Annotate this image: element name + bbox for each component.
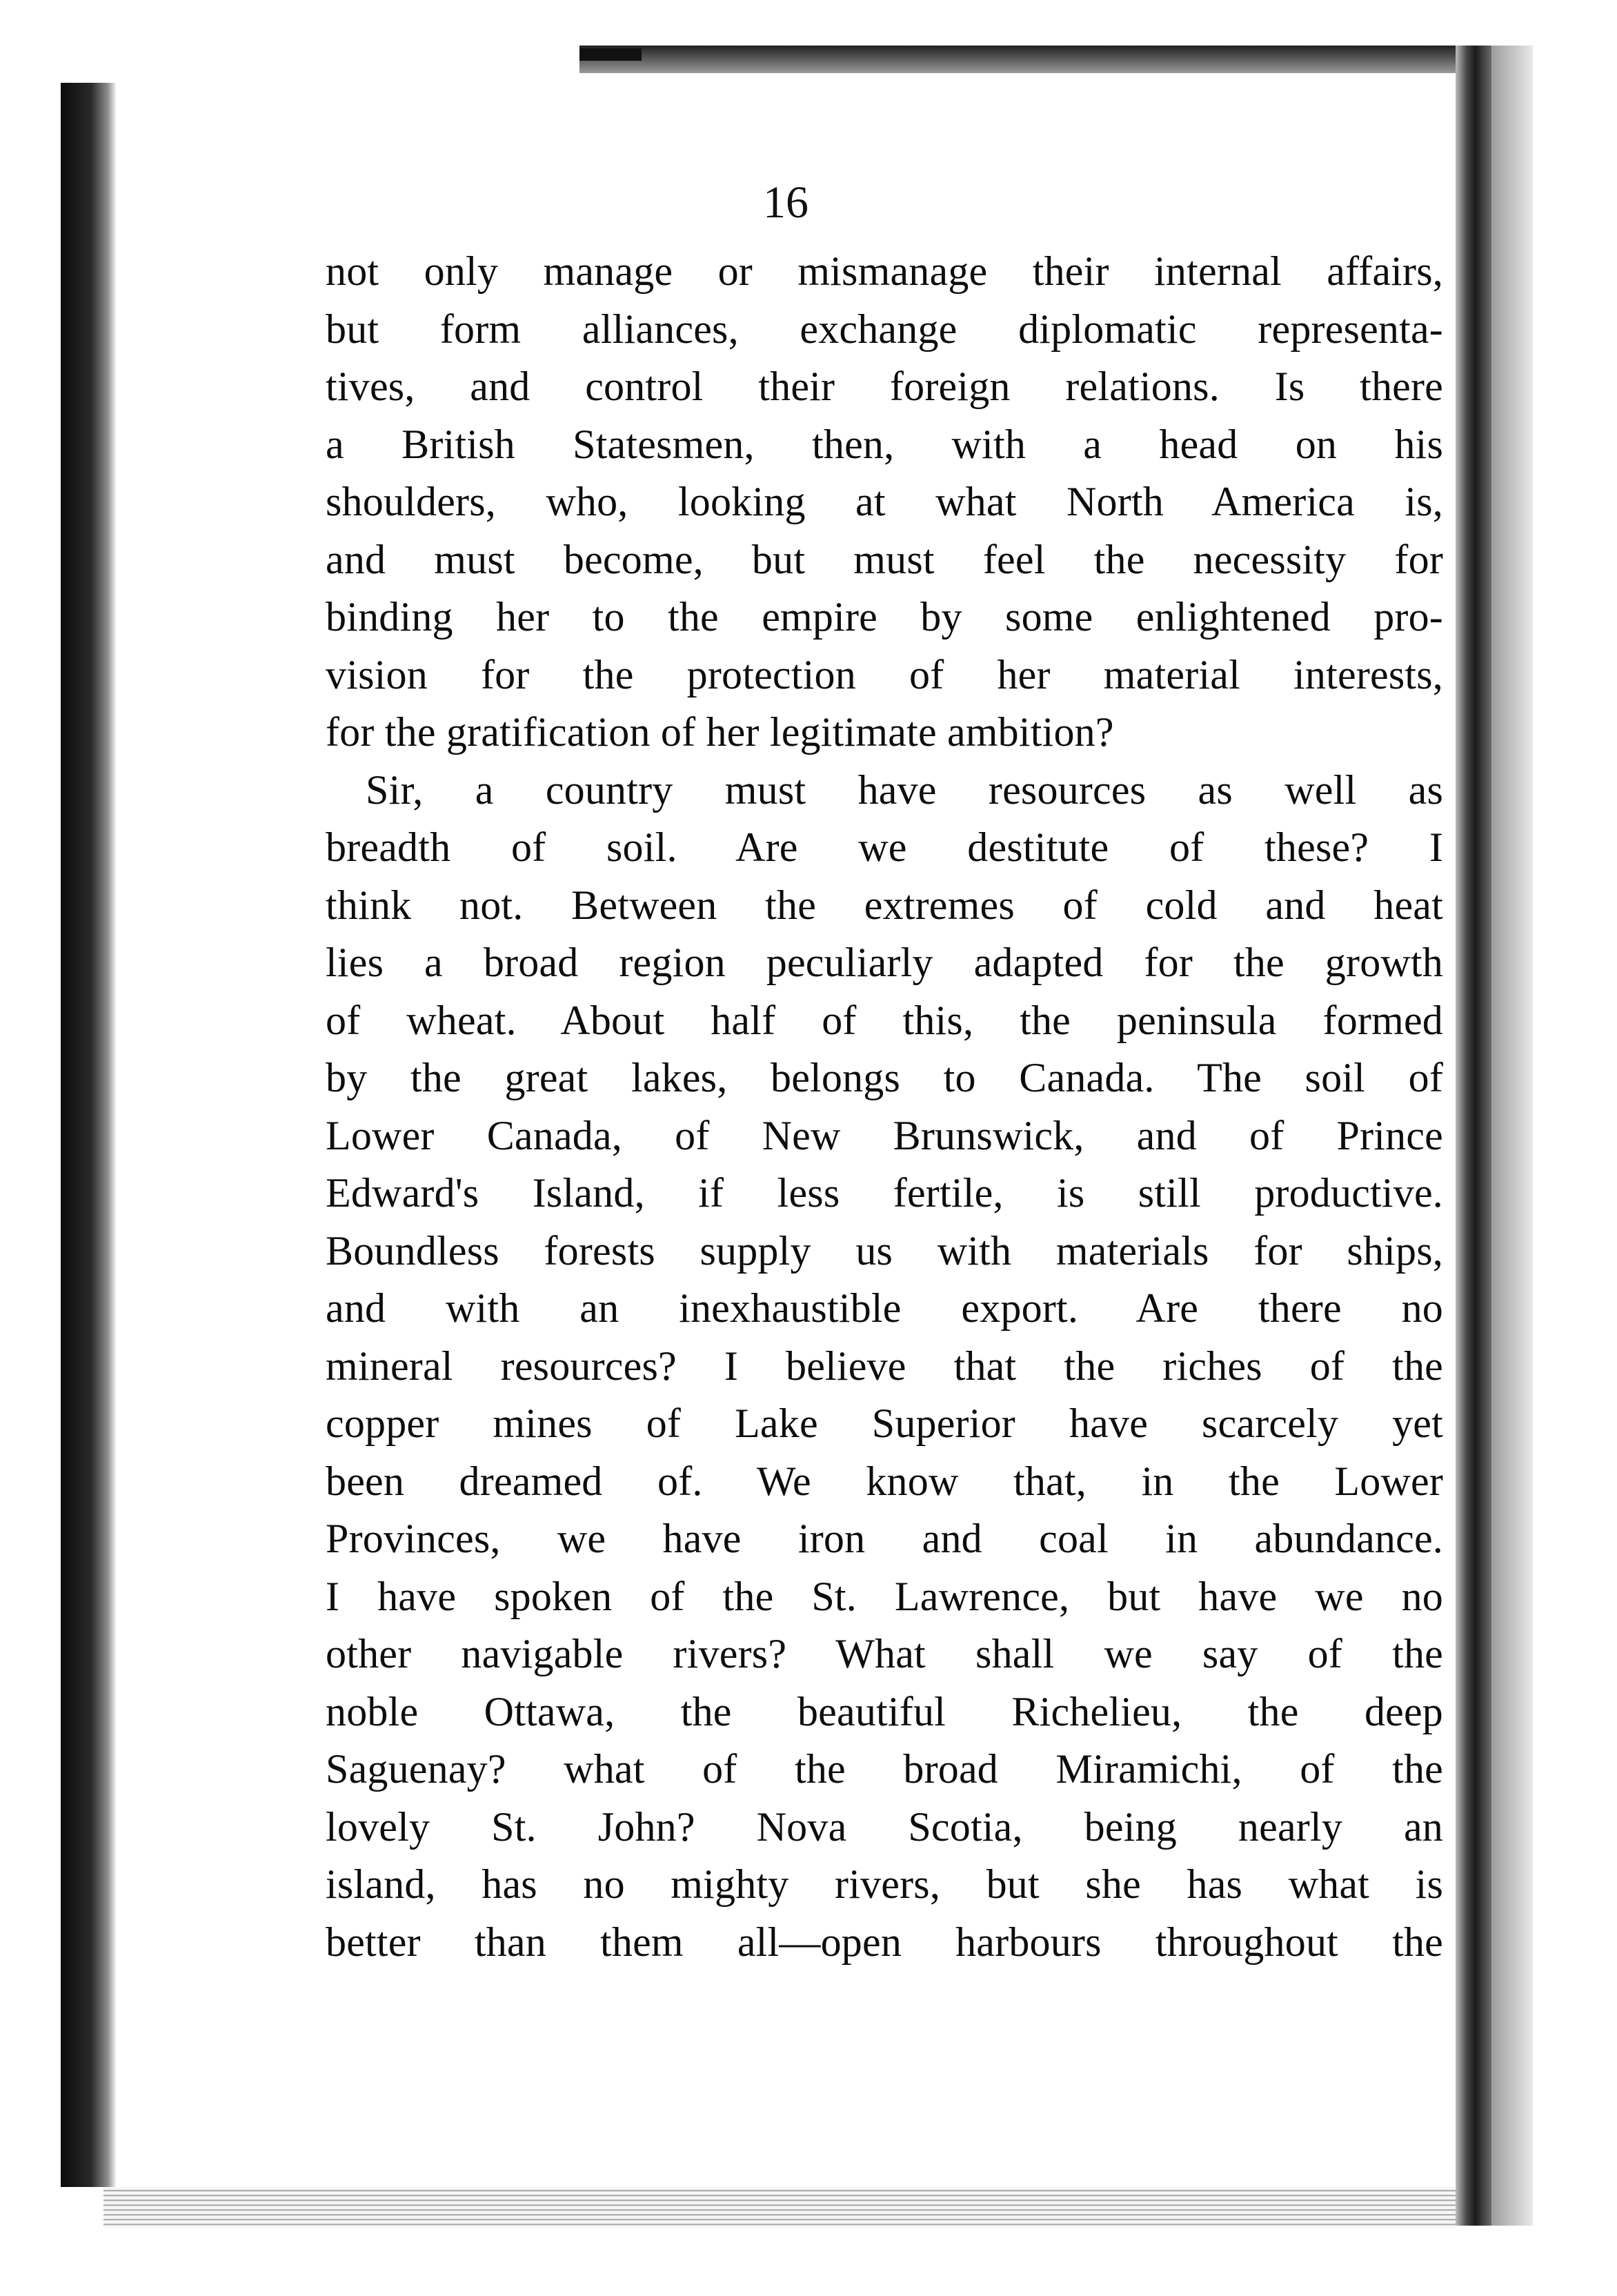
right-page-edge-outer bbox=[1491, 46, 1533, 2226]
text-line: lies a broad region peculiarly adapted for the growth bbox=[326, 940, 1443, 985]
text-line: Edward's Island, if less fertile, is still productive. bbox=[326, 1170, 1443, 1216]
body-text bbox=[326, 243, 1443, 1971]
left-binding-edge bbox=[61, 83, 116, 2187]
text-line: Lower Canada, of New Brunswick, and of Prince bbox=[326, 1112, 1443, 1158]
text-line: I have spoken of the St. Lawrence, but have we no bbox=[326, 1573, 1443, 1619]
text-line: of wheat. About half of this, the peninsula formed bbox=[326, 997, 1443, 1043]
page-sheet bbox=[116, 73, 1456, 2187]
text-line: breadth of soil. Are we destitute of these? I bbox=[326, 824, 1443, 870]
bottom-page-stack bbox=[103, 2187, 1456, 2228]
text-line: mineral resources? I believe that the riches of the bbox=[326, 1343, 1443, 1389]
text-line: for the gratification of her legitimate ambition? bbox=[326, 709, 1114, 755]
text-line: been dreamed of. We know that, in the Lower bbox=[326, 1458, 1443, 1504]
text-line: noble Ottawa, the beautiful Richelieu, the deep bbox=[326, 1688, 1443, 1734]
text-line: Provinces, we have iron and coal in abundance. bbox=[326, 1516, 1443, 1561]
text-line: Saguenay? what of the broad Miramichi, of the bbox=[326, 1746, 1443, 1792]
text-line: and must become, but must feel the necessity for bbox=[326, 536, 1443, 582]
text-line: other navigable rivers? What shall we say of the bbox=[326, 1631, 1443, 1676]
text-line: lovely St. John? Nova Scotia, being nearly an bbox=[326, 1803, 1443, 1850]
top-binding-shadow bbox=[579, 46, 1456, 73]
text-line: island, has no mighty rivers, but she has what is bbox=[326, 1861, 1443, 1907]
text-line: vision for the protection of her material interests, bbox=[326, 651, 1443, 697]
text-line: not only manage or mismanage their internal affairs, bbox=[326, 248, 1443, 294]
text-line: but form alliances, exchange diplomatic representa- bbox=[326, 306, 1443, 352]
top-binding-shadow-dark bbox=[579, 48, 642, 61]
page-number: 16 bbox=[763, 177, 808, 228]
text-line: shoulders, who, looking at what North America is, bbox=[326, 479, 1443, 524]
right-page-edge bbox=[1456, 46, 1491, 2226]
text-line: a British Statesmen, then, with a head on his bbox=[326, 421, 1443, 467]
paragraph-start-line: Sir, a country must have resources as well as bbox=[366, 766, 1443, 813]
text-line: better than them all—open harbours throughout the bbox=[326, 1919, 1443, 1965]
text-line: tives, and control their foreign relations. Is there bbox=[326, 364, 1443, 409]
text-line: copper mines of Lake Superior have scarcely yet bbox=[326, 1401, 1443, 1446]
text-line: binding her to the empire by some enlightened pro- bbox=[326, 594, 1443, 640]
text-line: think not. Between the extremes of cold and heat bbox=[326, 882, 1443, 928]
text-line: by the great lakes, belongs to Canada. The soil of bbox=[326, 1055, 1443, 1100]
text-line: Boundless forests supply us with materials for ships, bbox=[326, 1227, 1443, 1274]
text-line: and with an inexhaustible export. Are there no bbox=[326, 1285, 1443, 1331]
